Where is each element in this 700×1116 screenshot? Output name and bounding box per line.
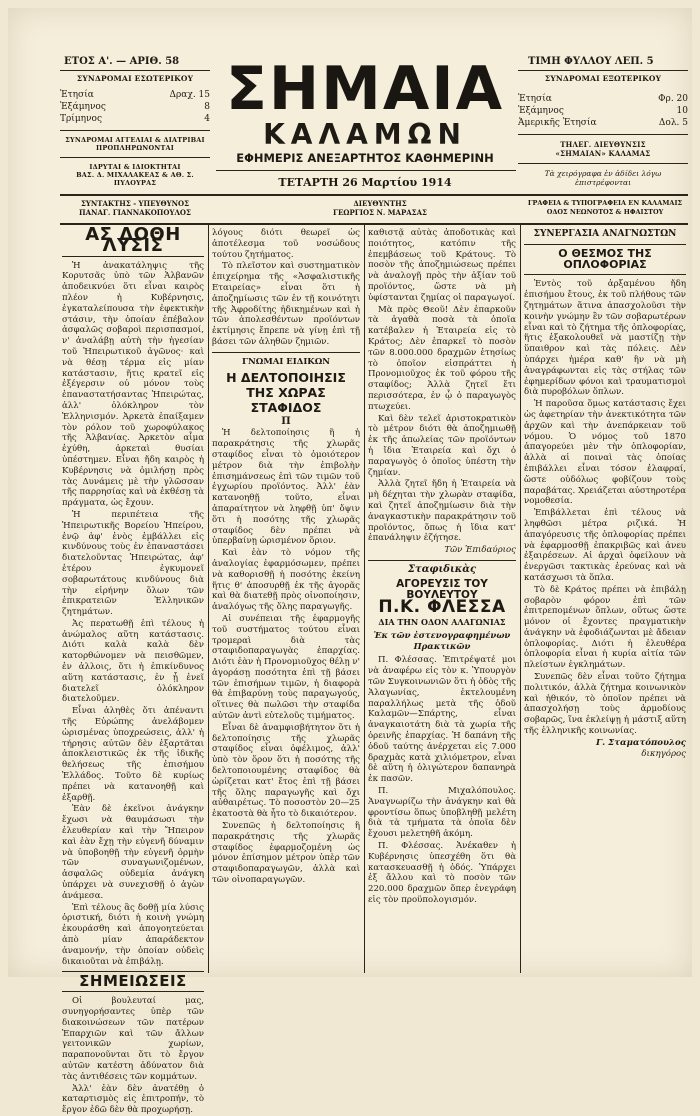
sub-row: Ἐξάμηνος 10: [518, 106, 688, 116]
divider: [524, 244, 686, 245]
newspaper-page: [8, 8, 692, 1116]
paragraph: Ἐπιβάλλεται ἐπὶ τέλους νὰ ληφθῶσι μέτρα ριζικά. Ἡ ἀπαγόρευσις τῆς ὀπλοφορίας πρέπει νὰ ἐφαρμοσθῇ ἐπακριβῶς καὶ ἀνευ ἐξαιρέσεων. Αἱ ἀρχαὶ ὀφείλουν νὰ ἐνεργῶσι τακτικὰς ἐρεύνας καὶ νὰ κατάσχωσι τὰ ὅπλα.: [524, 508, 686, 583]
tagline: ΕΦΗΜΕΡΙΣ ΑΝΕΞΑΡΤΗΤΟΣ ΚΑΘΗΜΕΡΙΝΗ: [236, 151, 494, 165]
speech-lead: Ἐκ τῶν ἐστενογραφημένων Πρακτικῶν: [373, 630, 511, 652]
paragraph: Συνεπῶς δὲν εἶναι τοῦτο ζήτημα πολιτικόν, ἀλλὰ ζήτημα κοινωνικὸν καὶ ἠθικόν, τὸ ὁποῖον πρέπει νὰ ἀπασχολήσῃ τοὺς ἀρμοδίους σοβαρῶς, ἵνα ἐκλείψῃ ἡ μάστιξ αὕτη τῆς ἑλληνικῆς κοινωνίας.: [524, 672, 686, 737]
signature: Τῶν Ἐπιδαύριος: [444, 545, 516, 556]
headline-simeioseis: ΣΗΜΕΙΩΣΕΙΣ: [79, 972, 187, 991]
telegraph-heading: ΤΗΛΕΓ. ΔΙΕΥΘΥΝΣΙΣ: [560, 140, 646, 149]
paragraph: Εἶναι ἀληθὲς ὅτι ἀπέναντι τῆς Εὐρώπης ἀνελάβομεν ὡρισμένας ὑποχρεώσεις, ἀλλ' ἡ τήρησις αὐτῶν δὲν ἐξαρτᾶται ἀποκλειστικῶς ἐκ τῆς ἰδικῆς θελήσεως τῆς ἐπισήμου Ἑλλάδος. Τοῦτο δὲ κυρίως πρέπει νὰ κατανοηθῇ καὶ ἐξαρθῇ.: [62, 706, 204, 803]
column-1: [62, 224, 204, 1116]
domestic-heading: ΣΥΝΔΡΟΜΑΙ ΕΣΩΤΕΡΙΚΟΥ: [76, 74, 194, 83]
director-name: ΓΕΩΡΓΙΟΣ Ν. ΜΑΡΑΣΑΣ: [332, 208, 427, 217]
signature-title: δικηγόρος: [641, 748, 686, 759]
editor-block: [60, 199, 210, 217]
section-heading: ΓΝΩΜΑΙ ΕΙΔΙΚΩΝ: [241, 356, 331, 367]
issue-date: ΤΕΤΑΡΤΗ 26 Μαρτίου 1914: [278, 176, 452, 189]
office-block: [520, 199, 690, 217]
headline-thesmos-oplophorias: Ο ΘΕΣΜΟΣ ΤΗΣ ΟΠΛΟΦΟΡΙΑΣ: [558, 246, 652, 271]
paragraph: Οἱ βουλευταί μας, συνηγορήσαντες ὑπὲρ τῶν διακοινώσεων τῶν πατέρων Ἐπαρχιῶν καὶ τῶν ἄλλων γειτονικῶν χωρίων, παραπονοῦνται ὅτι τὸ ἔργον αὐτῶν κατέστη ἀδύνατον διὰ τὰς ἀντιθέσεις τῶν κομμάτων.: [62, 996, 204, 1082]
paragraph: Τὸ δὲ Κράτος πρέπει νὰ ἐπιβάλῃ σοβαρὸν φόρον ἐπὶ τῶν ἐπιτρεπομένων ὅπλων, οὕτως ὥστε μόνον οἱ ἔχοντες πραγματικὴν ἀνάγκην νὰ ἐφοδιάζωνται μὲ ἄδειαν ὀπλοφορίας. Διότι ἡ ἐλευθέρα ὀπλοφορία εἶναι ἡ κυρία αἰτία τῶν πλείστων ἐγκλημάτων.: [524, 584, 686, 671]
paragraph: Μὰ πρὸς Θεοῦ! Δὲν ἐπαρκοῦν τὰ ἀγαθὰ ποσὰ τὰ ὁποῖα κατέβαλεν ἡ Ἑταιρεία εἰς τὸ Κράτος; Δὲν ἐπαρκεῖ τὸ ποσὸν τῶν 8.000.000 δραχμῶν ἐτησίως τὸ ὁποῖον εἰσπράττει ἡ Προνομιοῦχος ἐκ τοῦ φόρου τῆς σταφίδος; Ἀλλὰ ζητεῖ ἔτι περισσότερα, ἐν ᾧ ὁ παραγωγὸς πτωχεύει.: [368, 304, 516, 412]
column-3: [368, 228, 516, 973]
director-heading: ΔΙΕΥΘΥΝΤΗΣ: [353, 199, 407, 208]
domestic-subscriptions: [60, 74, 210, 187]
paragraph: Ἀλλὰ ζητεῖ ἤδη ἡ Ἑταιρεία νὰ μὴ δέχηται τὴν χλωρὰν σταφίδα, καὶ ζητεῖ ἀποζημίωσιν διὰ τὴν ἀναγκαστικὴν παρακράτησιν τοῦ προϊόντος, ὅπως ἡ ἴδια κατ' ἐπανάληψιν ἐζήτησε.: [368, 479, 516, 544]
divider: [60, 194, 688, 196]
sub-row: Τρίμηνος 4: [60, 114, 210, 124]
sub-row: Ἐξάμηνος 8: [60, 102, 210, 112]
office-address: ΟΔΟΣ ΝΕΩΝΟΤΟΣ & ΗΦΑΙΣΤΟΥ: [546, 208, 664, 216]
editor-name: ΠΑΝΑΓ. ΓΙΑΝΝΑΚΟΠΟΥΛΟΣ: [79, 208, 191, 217]
paragraph: λόγους διότι θεωρεῖ ὡς ἀποτέλεσμα τοῦ νοσώδους τούτου ζητήματος.: [212, 228, 360, 260]
prepaid-note: ΣΥΝΔΡΟΜΑΙ ΑΓΓΕΛΙΑΙ & ΔΙΑΤΡΙΒΑΙ ΠΡΟΠΛΗΡΩΝΟΝΤΑΙ: [65, 136, 205, 152]
sub-row: Ἐτησία Δραχ. 15: [60, 90, 210, 100]
column-rule: [520, 225, 521, 973]
founders-heading: ΙΔΡΥΤΑΙ & ΙΔΙΟΚΤΗΤΑΙ: [89, 163, 181, 171]
paragraph: Ἡ δελτοποίησις ἢ ἡ παρακράτησις τῆς χλωρᾶς σταφίδος εἶναι τὸ ὁμοιότερον μέτρον διὰ τὴν ἐπιβολὴν ἐπισημάνσεως ἐπὶ τῶν τιμῶν τοῦ ἐγχωρίου προϊόντος. Ἀλλ' ἐὰν κατανοηθῇ τοῦτο, εἶναι ἀπαραίτητον νὰ ληφθῇ ὑπ' ὄψιν ὅτι ἡ ποσότης τῆς χλωρᾶς σταφίδος δὲν πρέπει νὰ ὑπερβαίνῃ ὡρισμένον ὅριον.: [212, 428, 360, 547]
office-heading: ΓΡΑΦΕΙΑ & ΤΥΠΟΓΡΑΦΕΙΑ ΕΝ ΚΑΛΑΜΑΙΣ: [527, 199, 683, 207]
newspaper-title: ΣΗΜΑΙΑ: [225, 54, 505, 124]
paragraph: Εἶναι δὲ ἀναμφισβήτητον ὅτι ἡ δελτοποίησις τῆς χλωρᾶς σταφίδος εἶναι ὀφέλιμος, ἀλλ' ὑπὸ τὸν ὅρον ὅτι ἡ ποσότης τῆς δελτοποιουμένης σταφίδος θὰ ὡρίζεται κατ' ἔτος ἐπὶ τῇ βάσει τῆς ὅλης παραγωγῆς καὶ ὄχι αὐθαιρέτως. Τὸ ποσοστὸν 20—25 ἑκατοστὰ θὰ ἦτο τὸ δικαιότερον.: [212, 722, 360, 820]
paragraph: Αἱ συνέπειαι τῆς ἐφαρμογῆς τοῦ συστήματος τούτου εἶναι τρομεραὶ διὰ τὰς σταφιδοπαραγωγὰς ἐπαρχίας. Διότι ἐὰν ἡ Προνομιοῦχος θέλῃ ν' ἀγοράσῃ ποσότητα ἐπὶ τῇ βάσει τῶν ἐπισήμων τιμῶν, ἡ διαφορὰ θὰ ἐπιβαρύνῃ τοὺς παραγωγούς, οἵτινες θὰ πωλῶσι τὴν σταφίδα αὐτῶν ἀντὶ εὐτελοῦς τιμήματος.: [212, 613, 360, 722]
newspaper-city: ΚΑΛΑΜΩΝ: [263, 118, 467, 151]
paragraph: Τὸ πλεῖστον καὶ συστηματικὸν ἐπιχείρημα τῆς «Ἀσφαλιστικῆς Εταιρείας» εἶναι ὅτι ἡ ἀποζημίωσις τῶν ἐν τῇ κοινότητι τῆς Ἀφροδίτης ἠδικημένων καὶ ἡ τῶν ἀπολεσθέντων προϊόντων ἐκτίμησις ἔπρεπε νὰ γίνῃ ἐπὶ τῇ βάσει τῶν ἀληθῶν ζημιῶν.: [212, 261, 360, 347]
paragraph: Π. Μιχαλόπουλος. Ἀναγνωρίζω τὴν ἀνάγκην καὶ θὰ φροντίσω ὅπως ὑποβληθῇ μελέτη διὰ τὰ τμήματα τὰ ὁποῖα δὲν ἔχουσι μελετηθῆ ἀκόμη.: [368, 786, 516, 840]
editor-heading: ΣΥΝΤΑΚΤΗΣ - ΥΠΕΥΘΥΝΟΣ: [80, 199, 190, 208]
divider: [518, 163, 688, 164]
paragraph: Ἀς περατωθῇ ἐπὶ τέλους ἡ ἀνώμαλος αὕτη κατάστασις. Διότι καλὰ καλὰ δὲν κατορθώνομεν νὰ πεισθῶμεν, ἐν ἀλλοις, ὅτι ἡ ἐπικίνδυνος αὕτη κατάστασις, ἐν ᾗ ἐνεῖ διατελεῖ ὁλόκληρον διατελοῦμεν.: [62, 618, 204, 705]
paragraph: Π. Φλέσσας. Ἀνέκαθεν ἡ Κυβέρνησις ὑπεσχέθη ὅτι θὰ κατασκευασθῇ ἡ ὁδός. Ὑπάρχει ἐξ ἄλλου καὶ τὸ ποσὸν τῶν 220.000 δραχμῶν ὅπερ ἐνεγράφη εἰς τὸν προϋπολογισμόν.: [368, 841, 516, 906]
director-block: [230, 199, 530, 217]
foreign-subscriptions: [518, 74, 688, 187]
column-4: [524, 228, 686, 973]
signature-name: Γ. Σταματόπουλος: [596, 737, 686, 748]
section-label: Σταφιδικὰς: [407, 563, 477, 575]
divider: [518, 134, 688, 135]
paragraph: Ἡ παροῦσα ὅμως κατάστασις ἔχει ὡς ἀφετηρίαν τὴν ἀνεκτικότητα τῶν ἀρχῶν καὶ τὴν ἀνεπάρκειαν τοῦ νόμου. Ὁ νόμος τοῦ 1870 ἀπαγορεύει μὲν τὴν ὀπλοφορίαν, ἀλλὰ αἱ ποιναὶ τὰς ὁποίας ἐπιβάλλει εἶναι τόσον ἐλαφραί, ὥστε οὐδόλως φοβίζουν τοὺς παραβάτας. Χρειάζεται αὐστηροτέρα νομοθεσία.: [524, 399, 686, 507]
manuscripts-note: Τὰ χειρόγραφα ἐν ἀδίδει λόγω ἐπιστρέφονται: [544, 169, 662, 187]
staff-strip: [60, 199, 688, 225]
divider: [524, 274, 686, 275]
paragraph: καθιστᾷ αὐτὰς ἀποδοτικὰς καὶ ποιότητος, κατόπιν τῆς ἐπεμβάσεως τοῦ Κράτους. Τὸ ποσὸν τῆς ἀποζημιώσεως πρέπει νὰ ἀναλογῇ πρὸς τὴν ἀξίαν τοῦ προϊόντος, ὥστε νὰ μὴ ὑφίστανται ζημίας οἱ παραγωγοί.: [368, 228, 516, 303]
column-rule: [208, 225, 209, 973]
sub-row: Ἀμερικῆς Ἐτησία Δολ. 5: [518, 118, 688, 128]
divider: [60, 157, 210, 158]
divider: [212, 352, 360, 353]
divider: [368, 560, 516, 561]
divider: [60, 130, 210, 131]
sub-row: Ἐτησία Φρ. 20: [518, 94, 688, 104]
paragraph: Π. Φλέσσας. Ἐπιτρέψατέ μοι νὰ ἀναφέρω εἰς τὸν κ. Ὑπουργὸν τῶν Συγκοινωνιῶν ὅτι ἡ ὁδὸς τῆς Ἀλαγωνίας, ἐκτελουμένη παραλλήλως μετὰ τῆς ὁδοῦ Καλαμῶν—Σπάρτης, εἶναι ἀναγκαιοτάτη διὰ τὰ χωρία τῆς ὀρεινῆς ἐπαρχίας. Ἡ δαπάνη τῆς ὁδοῦ ταύτης ἀνέρχεται εἰς 7.000 δραχμὰς κατὰ χιλιόμετρον, εἶναι δὲ αὕτη ἡ ὀλιγώτερον δαπανηρὰ ἐκ πασῶν.: [368, 655, 516, 785]
masthead: [8, 8, 692, 198]
headline-as-dothi-lysis: ΑΣ ΔΟΘΗ ΛΥΣΙΣ: [85, 224, 181, 256]
paragraph: Συνεπῶς ἡ δελτοποίησις ἢ παρακράτησις τῆς χλωρᾶς σταφίδος ἐφαρμοζομένη ὡς μόνον ἐπίσημον μέτρον ὑπὲρ τῶν σταφιδοπαραγωγῶν, ἀλλὰ καὶ τῶν οἰνοπαραγωγῶν.: [212, 821, 360, 886]
paragraph: Ἐντὸς τοῦ ἀρξαμένου ἤδη ἐπισήμου ἔτους, ἐκ τοῦ πλήθους τῶν ζητημάτων ἅτινα ἀπασχολοῦσι τὴν κοινὴν γνώμην ἓν τῶν σοβαρωτέρων εἶναι καὶ τὸ ζήτημα τῆς ὀπλοφορίας, ἥτις ἐξακολουθεῖ νὰ μαστίζῃ τὴν ὕπαιθρον καὶ τὰς πόλεις. Δὲν ὑπάρχει ἡμέρα καθ' ἣν νὰ μὴ ἀναγράφωνται εἰς τὰς στήλας τῶν ἐφημερίδων φόνοι καὶ τραυματισμοὶ διὰ πυροβόλων ὅπλων.: [524, 279, 686, 398]
divider: [518, 70, 688, 71]
paragraph: Καὶ δὲν τελεῖ ἀριστοκρατικὸν τὸ μέτρον διότι θὰ ἀποζημιωθῇ ἐκ τῆς ἀπωλείας τῶν προϊόντων ἡ ἴδια Ἑταιρεία καὶ ὄχι ὁ παραγωγὸς ὁ ὁποῖος ὑπέστη τὴν ζημίαν.: [368, 413, 516, 478]
headline-deltopoiisis: Η ΔΕΛΤΟΠΟΙΗΣΙΣ ΤΗΣ ΧΩΡΑΣ ΣΤΑΦΙΔΟΣ: [226, 369, 346, 415]
section-heading: ΣΥΝΕΡΓΑΣΙΑ ΑΝΑΓΝΩΣΤΩΝ: [533, 229, 677, 239]
speech-heading: ΑΓΟΡΕΥΣΙΣ ΤΟΥ ΒΟΥΛΕΥΤΟΥ: [396, 577, 488, 601]
paragraph: Ἡ ἀνακατάληψις τῆς Κορυτσᾶς ὑπὸ τῶν Ἀλβανῶν ἀποδεικνύει ὅτι εἶναι καιρὸς πλέον ἡ Κυβέρνησις, ἐγκαταλείπουσα τὴν ἐφεκτικὴν στάσιν, τὴν ὁποίαν ἐπέβαλον ἀσφαλῶς σοβαροὶ περισπασμοί, ν' ἀναλάβῃ αὐτὴ τὴν ἡγεσίαν τοῦ Ἠπειρωτικοῦ ἀγῶνος· καὶ νὰ θέσῃ τέρμα εἰς μίαν κατάστασιν, ἥτις κρατεῖ εἰς ἐξέγερσιν οὐ μόνον τοὺς ἐπαναστατήσαντας Ἠπειρώτας, ἀλλ' ὁλόκληρον τὸν Ἑλληνισμόν. Ἀρκετὰ ἐπαίξαμεν τὸν ρόλον τοῦ χωροφύλακος τῆς Ἀλβανίας. Ἀρκετὸν αἷμα ἐχύθη, ἀρκεταὶ θυσίαι ὑπέστημεν. Εἶναι ἤδη καιρὸς ἡ Κυβέρνησις νὰ ὁμιλήσῃ πρὸς τὰς Δυνάμεις μὲ τὴν γλῶσσαν τῆς παρρησίας καὶ νὰ ἐκθέσῃ τὰ πράγματα, ὡς ἔχουν.: [62, 260, 204, 509]
paragraph: Ἐπὶ τέλους ἃς δοθῇ μία λύσις ὁριστική, διότι ἡ κοινὴ γνώμη ἐκουράσθη καὶ ἀπογοητεύεται ἀπὸ μίαν ἀπαράδεκτον ἀναμονήν, τὴν ὁποίαν οὐδεὶς δικαιοῦται νὰ ἐπιβάλῃ.: [62, 902, 204, 967]
telegraph-address: «ΣΗΜΑΙΑΝ» ΚΑΛΑΜΑΣ: [555, 149, 651, 158]
divider: [62, 991, 204, 992]
issue-number: ΕΤΟΣ Α'. — ΑΡΙΘ. 58: [64, 56, 180, 67]
paragraph: Ἐὰν δὲ ἐκεῖνοι ἀνάγκην ἔχωσι νὰ θαυμάσωσι τὴν ἐλευθερίαν καὶ τὴν Ἤπειρον καὶ ἐὰν ἔχῃ τὴν εὐγενῆ δύναμιν νὰ ὑποβοηθῇ τὴν εὐγενῆ ὁρμὴν τῶν συναγωνιζομένων, ἀσφαλῶς οὐδεμία ἀνάγκη ὑπάρχει νὰ συνεχισθῇ ὁ ἀγὼν ἀνάμεσα.: [62, 804, 204, 901]
paragraph: Ἀλλ' ἐὰν δὲν ἀνατέθῃ ὁ καταρτισμὸς εἰς ἐπιτροπήν, τὸ ἔργον ἐδῶ δὲν θὰ προχωρήσῃ.: [62, 1083, 204, 1116]
column-rule: [364, 225, 365, 973]
divider: [216, 170, 516, 171]
founders: ΒΑΣ. Δ. ΜΙΧΑΛΑΚΕΑΣ & ΑΘ. Σ. ΠΥΛΟΥΡΑΣ: [76, 171, 194, 187]
price: ΤΙΜΗ ΦΥΛΛΟΥ ΛΕΠ. 5: [528, 56, 654, 67]
paragraph: Ἡ περιπέτεια τῆς Ἠπειρωτικῆς Βορείου Ἠπείρου, ἐνῷ ἀφ' ἑνὸς ἐμβάλλει εἰς κινδύνους τοὺς ἐν ἐπαναστάσει διατελοῦντας Ἠπειρώτας, ἀφ' ἑτέρου ἐγκυμονεῖ σοβαρωτάτους κινδύνους διὰ τὴν εἰρήνην ὅλων τῶν ἐπικρατειῶν Ἑλληνικῶν ζητημάτων.: [62, 509, 204, 618]
column-2: [212, 228, 360, 973]
paragraph: Καὶ ἐὰν τὸ νόμον τῆς ἀναλογίας ἐφαρμόσωμεν, πρέπει νὰ καθορισθῇ ἡ ποσότης ἐκείνη ἥτις θ' ἀποσυρθῇ ἐκ τῆς ἀγορᾶς καὶ θὰ διατεθῇ πρὸς οἰνοποίησιν, ἀναλόγως τῆς ὅλης παραγωγῆς.: [212, 548, 360, 613]
part-numeral: Π: [281, 415, 291, 427]
speech-subheading: ΔΙΑ ΤΗΝ ΟΔΟΝ ΑΛΑΓΩΝΙΑΣ: [378, 617, 506, 628]
divider: [60, 70, 210, 71]
foreign-heading: ΣΥΝΔΡΟΜΑΙ ΕΞΩΤΕΡΙΚΟΥ: [544, 74, 662, 83]
speech-name: Π.Κ. ΦΛΕΣΣΑ: [378, 597, 506, 618]
